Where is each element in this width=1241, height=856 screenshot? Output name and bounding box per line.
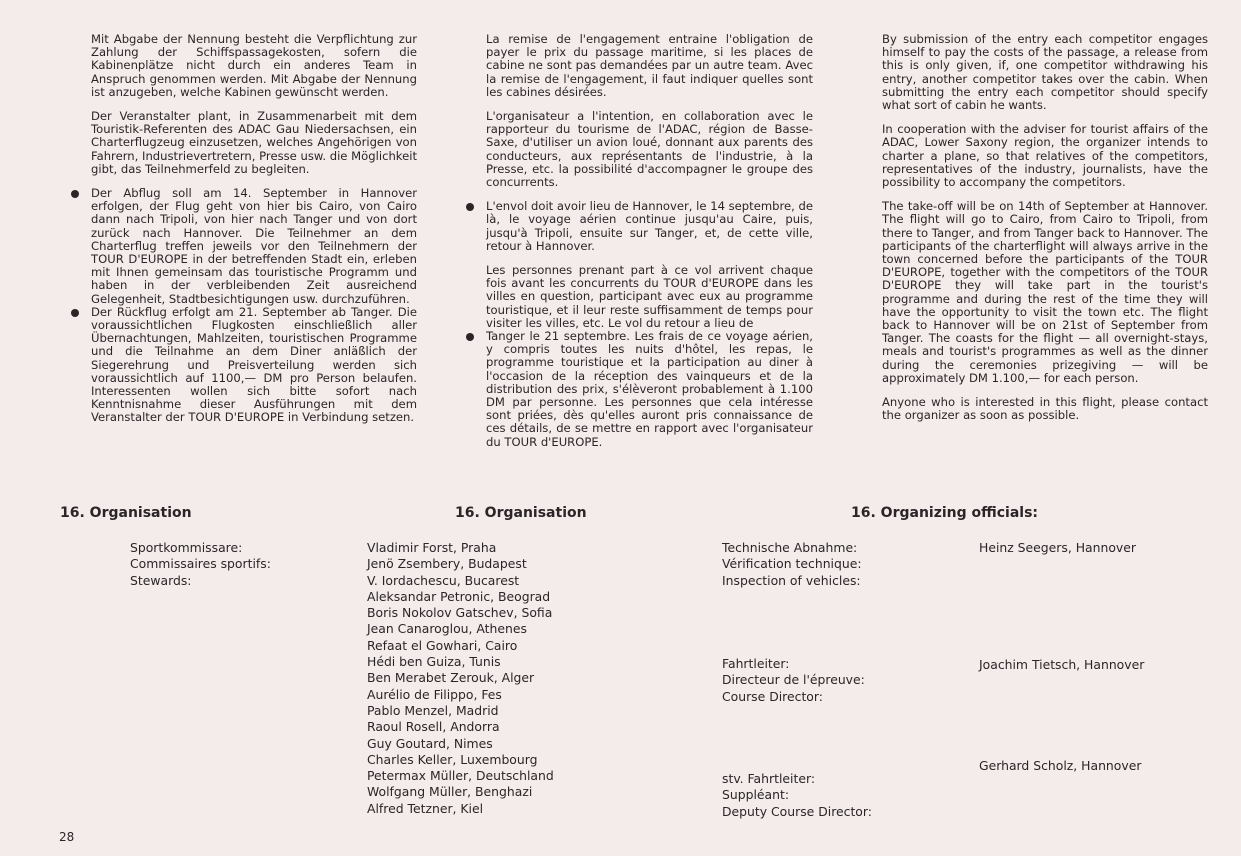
french-paragraph-4: Les personnes prenant part à ce vol arrivent chaque fois avant les concurrents du TOUR d'EUROPE dans les villes en question, participant avec eux au programme touristique, et il leur reste suffisamment de temps pour visiter les villes, etc. Le vol du retour a lieu de — [486, 263, 813, 330]
role-label: Vérification technique: — [722, 556, 862, 572]
role-label: Fahrtleiter: — [722, 656, 790, 671]
german-column — [91, 33, 417, 436]
deputy-director-name: Gerhard Scholz, Hannover — [979, 758, 1142, 773]
german-paragraph-3: Der Abflug soll am 14. September in Hannover erfolgen, der Flug geht von hier bis Cairo, von Cairo dann nach Tripoli, von hier nach Tanger und von dort zurück nach Hannover. Die Teilnehmer an dem Charterflug treffen jeweils vor den Teilnehmern der TOUR D'EUROPE in der betreffenden Stadt ein, erleben mit Ihnen gemeinsam das touristische Programm und haben in der verbleibenden Zeit ausreichend Gelegenheit, Stadtbesichtigungen usw. durchzuführen. — [91, 186, 417, 306]
official-name: Jenö Zsembery, Budapest — [367, 556, 527, 572]
official-name: Vladimir Forst, Praha — [367, 540, 497, 555]
role-label: stv. Fahrtleiter: — [722, 771, 815, 786]
role-label: Technische Abnahme: — [722, 540, 858, 555]
french-paragraph-2: L'organisateur a l'intention, en collaboration avec le rapporteur du tourisme de l'ADAC, région de Basse-Saxe, d'utiliser un avion loué, donnant aux parents des conducteurs, aux représentants de l'industrie, à la Presse, etc. la possibilité d'accompagner le groupe des concurrents. — [486, 109, 813, 190]
role-label: Stewards: — [130, 572, 192, 588]
official-name: Jean Canaroglou, Athenes — [367, 621, 527, 637]
sport-commissioners-roles — [130, 540, 271, 589]
course-director-roles — [722, 656, 865, 705]
german-paragraph-4: Der Rückflug erfolgt am 21. September ab Tanger. Die voraussichtlichen Flugkosten einschließlich aller Übernachtungen, Mahlzeiten, touristischen Programme und die Teilnahme an dem Diner anläßlich der Siegerehrung und Preisverteilung werden sich voraussichtlich auf 1100,— DM pro Person belaufen. Interessenten wollen sich bitte sofort nach Kenntnisnahme dieser Ausführungen mit dem Veranstalter der TOUR D'EUROPE in Verbindung setzen. — [91, 304, 417, 425]
french-paragraph-3: L'envol doit avoir lieu de Hannover, le 14 septembre, de là, le voyage aérien continue jusqu'au Caire, puis, jusqu'à Tripoli, ensuite sur Tanger, et, de cette ville, retour à Hannover. — [486, 199, 814, 253]
official-name: Ben Merabet Zerouk, Alger — [367, 670, 535, 686]
role-label: Deputy Course Director: — [722, 803, 872, 819]
german-section-heading: 16. Organisation — [60, 505, 192, 521]
deputy-director-roles — [722, 771, 872, 820]
official-name: Aurélio de Filippo, Fes — [367, 686, 502, 702]
official-name: Aleksandar Petronic, Beograd — [367, 588, 551, 604]
english-column — [882, 33, 1208, 433]
english-paragraph-4: Anyone who is interested in this flight, please contact the organizer as soon as possible. — [882, 395, 1208, 423]
official-name: V. Iordachescu, Bucarest — [367, 572, 520, 588]
english-section-heading: 16. Organizing officials: — [851, 505, 1039, 521]
official-name: Wolfgang Müller, Benghazi — [367, 784, 533, 800]
role-label: Sportkommissare: — [130, 540, 243, 555]
role-label: Commissaires sportifs: — [130, 556, 271, 572]
technical-inspection-roles — [722, 540, 862, 589]
official-name: Boris Nokolov Gatschev, Sofia — [367, 605, 553, 621]
official-name: Refaat el Gowhari, Cairo — [367, 637, 518, 653]
official-name: Hédi ben Guiza, Tunis — [367, 654, 501, 670]
french-section-heading: 16. Organisation — [455, 505, 587, 521]
english-paragraph-2: In cooperation with the adviser for tourist affairs of the ADAC, Lower Saxony region, the organizer intends to charter a plane, so that relatives of the competitors, representatives of the industry, journalists, have the possibility to accompany the competitors. — [882, 122, 1208, 190]
german-paragraph-2: Der Veranstalter plant, in Zusammenarbeit mit dem Touristik-Referenten des ADAC Gau Niedersachsen, ein Charterflugzeug einzusetzen, welches Angehörigen von Fahrern, Industrievertretern, Presse usw. die Möglichkeit gibt, das Teilnehmerfeld zu begleiten. — [91, 109, 417, 176]
official-name: Pablo Menzel, Madrid — [367, 702, 499, 718]
french-paragraph-5: Tanger le 21 septembre. Les frais de ce voyage aérien, y compris toutes les nuits d'hôtel, les repas, le programme touristique et la participation au diner à l'occasion de la réception des vainqueurs et de la distribution des prix, s'élèveront probablement à 1.100 DM par personne. Les personnes que cela intéresse sont priées, dès qu'elles auront pris connaissance de ces détails, de se mettre en rapport avec l'organisateur du TOUR d'EUROPE. — [486, 329, 813, 449]
technical-inspector-name: Heinz Seegers, Hannover — [979, 540, 1136, 555]
page-number: 28 — [59, 830, 75, 844]
official-name: Guy Goutard, Nimes — [367, 735, 493, 751]
role-label: Suppléant: — [722, 787, 789, 803]
official-name: Alfred Tetzner, Kiel — [367, 800, 484, 816]
official-name: Charles Keller, Luxembourg — [367, 751, 538, 767]
role-label: Course Director: — [722, 688, 823, 704]
course-director-name: Joachim Tietsch, Hannover — [979, 657, 1145, 672]
french-column — [486, 33, 813, 460]
role-label: Directeur de l'épreuve: — [722, 672, 865, 688]
english-paragraph-3: The take-off will be on 14th of September at Hannover. The flight will go to Cairo, from Cairo to Tripoli, from there to Tanger, and from Tanger back to Hannover. The participants of the charterflight will always arrive in the town concerned before the participants of the TOUR D'EUROPE, together with the competitors of the TOUR D'EUROPE they will take part in the tourist's programme and during the rest of the time they will have the opportunity to visit the town etc. The flight back to Hannover will be on 21st of September from Tanger. The coasts for the flight — all overnight-stays, meals and tourist's programmes as well as the dinner during the ceremonies prizegiving — will be approximately DM 1.100,— for each person. — [882, 199, 1208, 385]
role-label: Inspection of vehicles: — [722, 572, 861, 588]
english-paragraph-1: By submission of the entry each competitor engages himself to pay the costs of the passage, a release from this is only given, if, one competitor withdrawing his entry, another competitor takes over the cabin. When submitting the entry each competitor should specify what sort of cabin he wants. — [882, 32, 1208, 113]
official-name: Petermax Müller, Deutschland — [367, 768, 554, 784]
german-paragraph-1: Mit Abgabe der Nennung besteht die Verpflichtung zur Zahlung der Schiffspassagekosten, sofern die Kabinenplätze nicht durch ein anderes Team in Anspruch genommen werden. Mit Abgabe der Nennung ist anzugeben, welche Kabinen gewünscht werden. — [91, 32, 417, 99]
commissioners-name-list — [367, 540, 554, 817]
official-name: Raoul Rosell, Andorra — [367, 719, 500, 735]
french-paragraph-1: La remise de l'engagement entraine l'obligation de payer le prix du passage maritime, si les places de cabine ne sont pas demandées par un autre team. Avec la remise de l'engagement, il faut indiquer quelles sont les cabines désirées. — [486, 32, 813, 99]
